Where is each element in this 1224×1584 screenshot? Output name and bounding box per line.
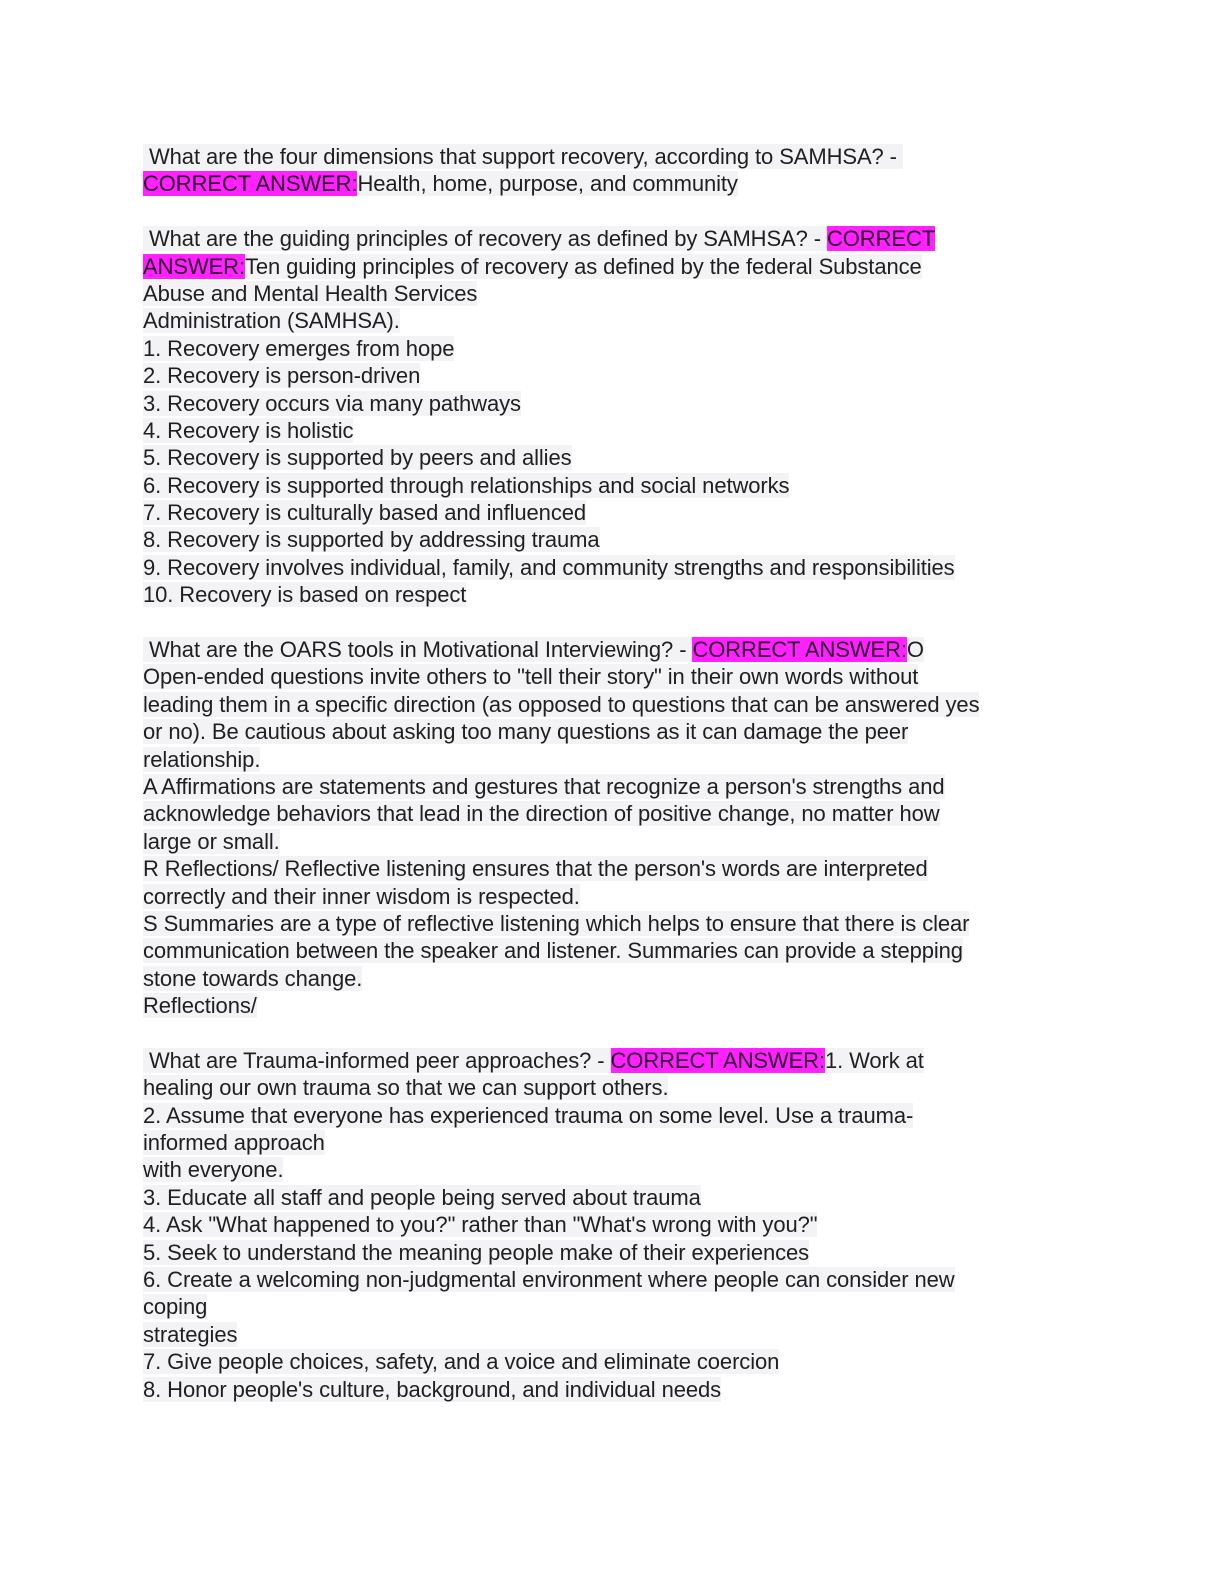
- question-4-text: What are Trauma-informed peer approaches? -: [143, 1047, 611, 1073]
- answer-4-line: 2. Assume that everyone has experienced trauma on some level. Use a trauma-: [143, 1102, 914, 1128]
- answer-3-line: S Summaries are a type of reflective listening which helps to ensure that there is clear: [143, 910, 970, 936]
- answer-1-text: Health, home, purpose, and community: [357, 171, 738, 197]
- answer-4-line: 8. Honor people's culture, background, and individual needs: [143, 1376, 722, 1402]
- answer-3-line: communication between the speaker and listener. Summaries can provide a stepping: [143, 938, 963, 964]
- correct-answer-label: CORRECT ANSWER:: [610, 1047, 825, 1073]
- answer-3-text: O: [906, 637, 924, 663]
- principle-item: 2. Recovery is person-driven: [143, 363, 421, 389]
- answer-4-line: 4. Ask "What happened to you?" rather than "What's wrong with you?": [143, 1212, 818, 1238]
- principle-item: 5. Recovery is supported by peers and allies: [143, 445, 572, 471]
- answer-4-line: healing our own trauma so that we can support others.: [143, 1075, 669, 1101]
- answer-2-line: [143, 253, 1073, 280]
- question-3-text: What are the OARS tools in Motivational Interviewing? -: [143, 637, 693, 663]
- answer-4-line: coping: [143, 1294, 208, 1320]
- spacer: [143, 609, 1073, 636]
- principle-item: 4. Recovery is holistic: [143, 417, 354, 443]
- answer-3-line: A Affirmations are statements and gestures that recognize a person's strengths and: [143, 773, 945, 799]
- answer-2-line: [143, 280, 1073, 307]
- answer-3-line: or no). Be cautious about asking too many questions as it can damage the peer: [143, 719, 909, 745]
- answer-3-line: correctly and their inner wisdom is respected.: [143, 883, 580, 909]
- principle-item: 6. Recovery is supported through relationships and social networks: [143, 472, 790, 498]
- spacer: [143, 198, 1073, 225]
- spacer: [143, 1020, 1073, 1047]
- answer-2-line: [143, 307, 1073, 334]
- answer-2-text: Abuse and Mental Health Services: [143, 280, 478, 306]
- answer-3-line: relationship.: [143, 746, 261, 772]
- principle-item: 7. Recovery is culturally based and influenced: [143, 500, 586, 526]
- answer-4-line: 3. Educate all staff and people being served about trauma: [143, 1184, 701, 1210]
- answer-4-line: strategies: [143, 1321, 238, 1347]
- answer-4-line: 7. Give people choices, safety, and a voice and eliminate coercion: [143, 1349, 780, 1375]
- question-1-text: What are the four dimensions that support recovery, according to SAMHSA? -: [143, 144, 903, 169]
- correct-answer-label: CORRECT ANSWER:: [692, 637, 907, 663]
- answer-4-line: 5. Seek to understand the meaning people make of their experiences: [143, 1239, 810, 1265]
- principle-item: 1. Recovery emerges from hope: [143, 335, 455, 361]
- answer-3-line: acknowledge behaviors that lead in the direction of positive change, no matter how: [143, 801, 940, 827]
- answer-4-line: with everyone.: [143, 1157, 284, 1183]
- question-1-line: [143, 143, 1073, 170]
- answer-3-line: leading them in a specific direction (as opposed to questions that can be answered yes: [143, 691, 980, 717]
- answer-1-line: [143, 170, 1073, 197]
- document-page: [143, 143, 1073, 1403]
- correct-answer-label: CORRECT ANSWER:: [143, 171, 358, 197]
- question-4-line: [143, 1047, 1073, 1074]
- answer-4-text: 1. Work at: [824, 1047, 924, 1073]
- question-3-line: [143, 636, 1073, 663]
- principle-item: 9. Recovery involves individual, family, and community strengths and responsibilities: [143, 554, 955, 580]
- principle-item: 10. Recovery is based on respect: [143, 582, 467, 608]
- correct-answer-label: ANSWER:: [143, 253, 245, 279]
- answer-3-line: stone towards change.: [143, 965, 363, 991]
- answer-4-line: 6. Create a welcoming non-judgmental environment where people can consider new: [143, 1267, 955, 1293]
- answer-3-line: Open-ended questions invite others to "tell their story" in their own words without: [143, 664, 919, 690]
- answer-2-text: Administration (SAMHSA).: [143, 308, 400, 334]
- answer-3-line: Reflections/: [143, 993, 257, 1019]
- question-2-text: What are the guiding principles of recovery as defined by SAMHSA? -: [143, 226, 827, 252]
- answer-2-text: Ten guiding principles of recovery as defined by the federal Substance: [244, 253, 922, 279]
- principle-item: 3. Recovery occurs via many pathways: [143, 390, 521, 416]
- answer-3-line: large or small.: [143, 828, 280, 854]
- answer-3-line: R Reflections/ Reflective listening ensures that the person's words are interpreted: [143, 856, 928, 882]
- question-2-line: [143, 225, 1073, 252]
- correct-answer-label: CORRECT: [827, 226, 936, 252]
- answer-4-line: informed approach: [143, 1130, 325, 1156]
- principle-item: 8. Recovery is supported by addressing trauma: [143, 527, 600, 553]
